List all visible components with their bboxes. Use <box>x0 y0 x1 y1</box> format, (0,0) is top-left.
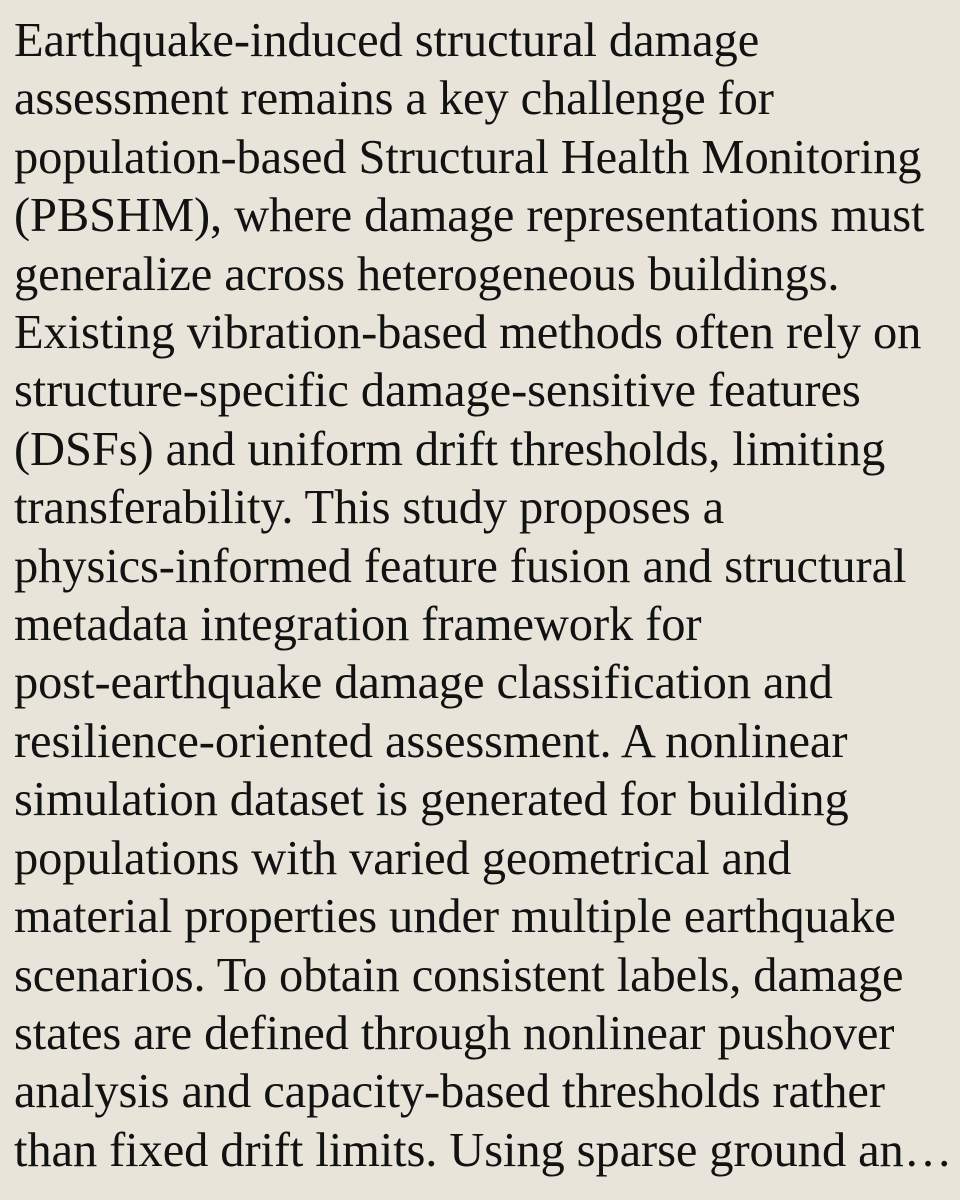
text-line: structure-specific damage-sensitive features <box>14 364 861 418</box>
text-line: population-based Structural Health Monitoring <box>14 130 922 184</box>
text-line: (PBSHM), where damage representations must <box>14 189 925 243</box>
text-line: populations with varied geometrical and <box>14 831 792 885</box>
text-line: material properties under multiple earthquake <box>14 890 896 944</box>
text-line: physics-informed feature fusion and structural <box>14 539 907 593</box>
text-line: Existing vibration-based methods often rely on <box>14 306 922 360</box>
text-line: than fixed drift limits. Using sparse ground an… <box>14 1123 953 1177</box>
text-line: states are defined through nonlinear pushover <box>14 1006 895 1060</box>
text-line: assessment remains a key challenge for <box>14 72 774 126</box>
text-line: post-earthquake damage classification and <box>14 656 833 710</box>
abstract-paragraph <box>14 12 953 1180</box>
text-line: analysis and capacity-based thresholds rather <box>14 1065 885 1119</box>
text-line: resilience-oriented assessment. A nonlinear <box>14 714 848 768</box>
text-line: transferability. This study proposes a <box>14 481 725 535</box>
text-line: scenarios. To obtain consistent labels, damage <box>14 948 904 1002</box>
text-line: generalize across heterogeneous buildings. <box>14 247 840 301</box>
text-line: metadata integration framework for <box>14 598 702 652</box>
text-line: simulation dataset is generated for building <box>14 773 849 827</box>
text-line: Earthquake-induced structural damage <box>14 14 760 67</box>
text-line: (DSFs) and uniform drift thresholds, limiting <box>14 422 886 476</box>
